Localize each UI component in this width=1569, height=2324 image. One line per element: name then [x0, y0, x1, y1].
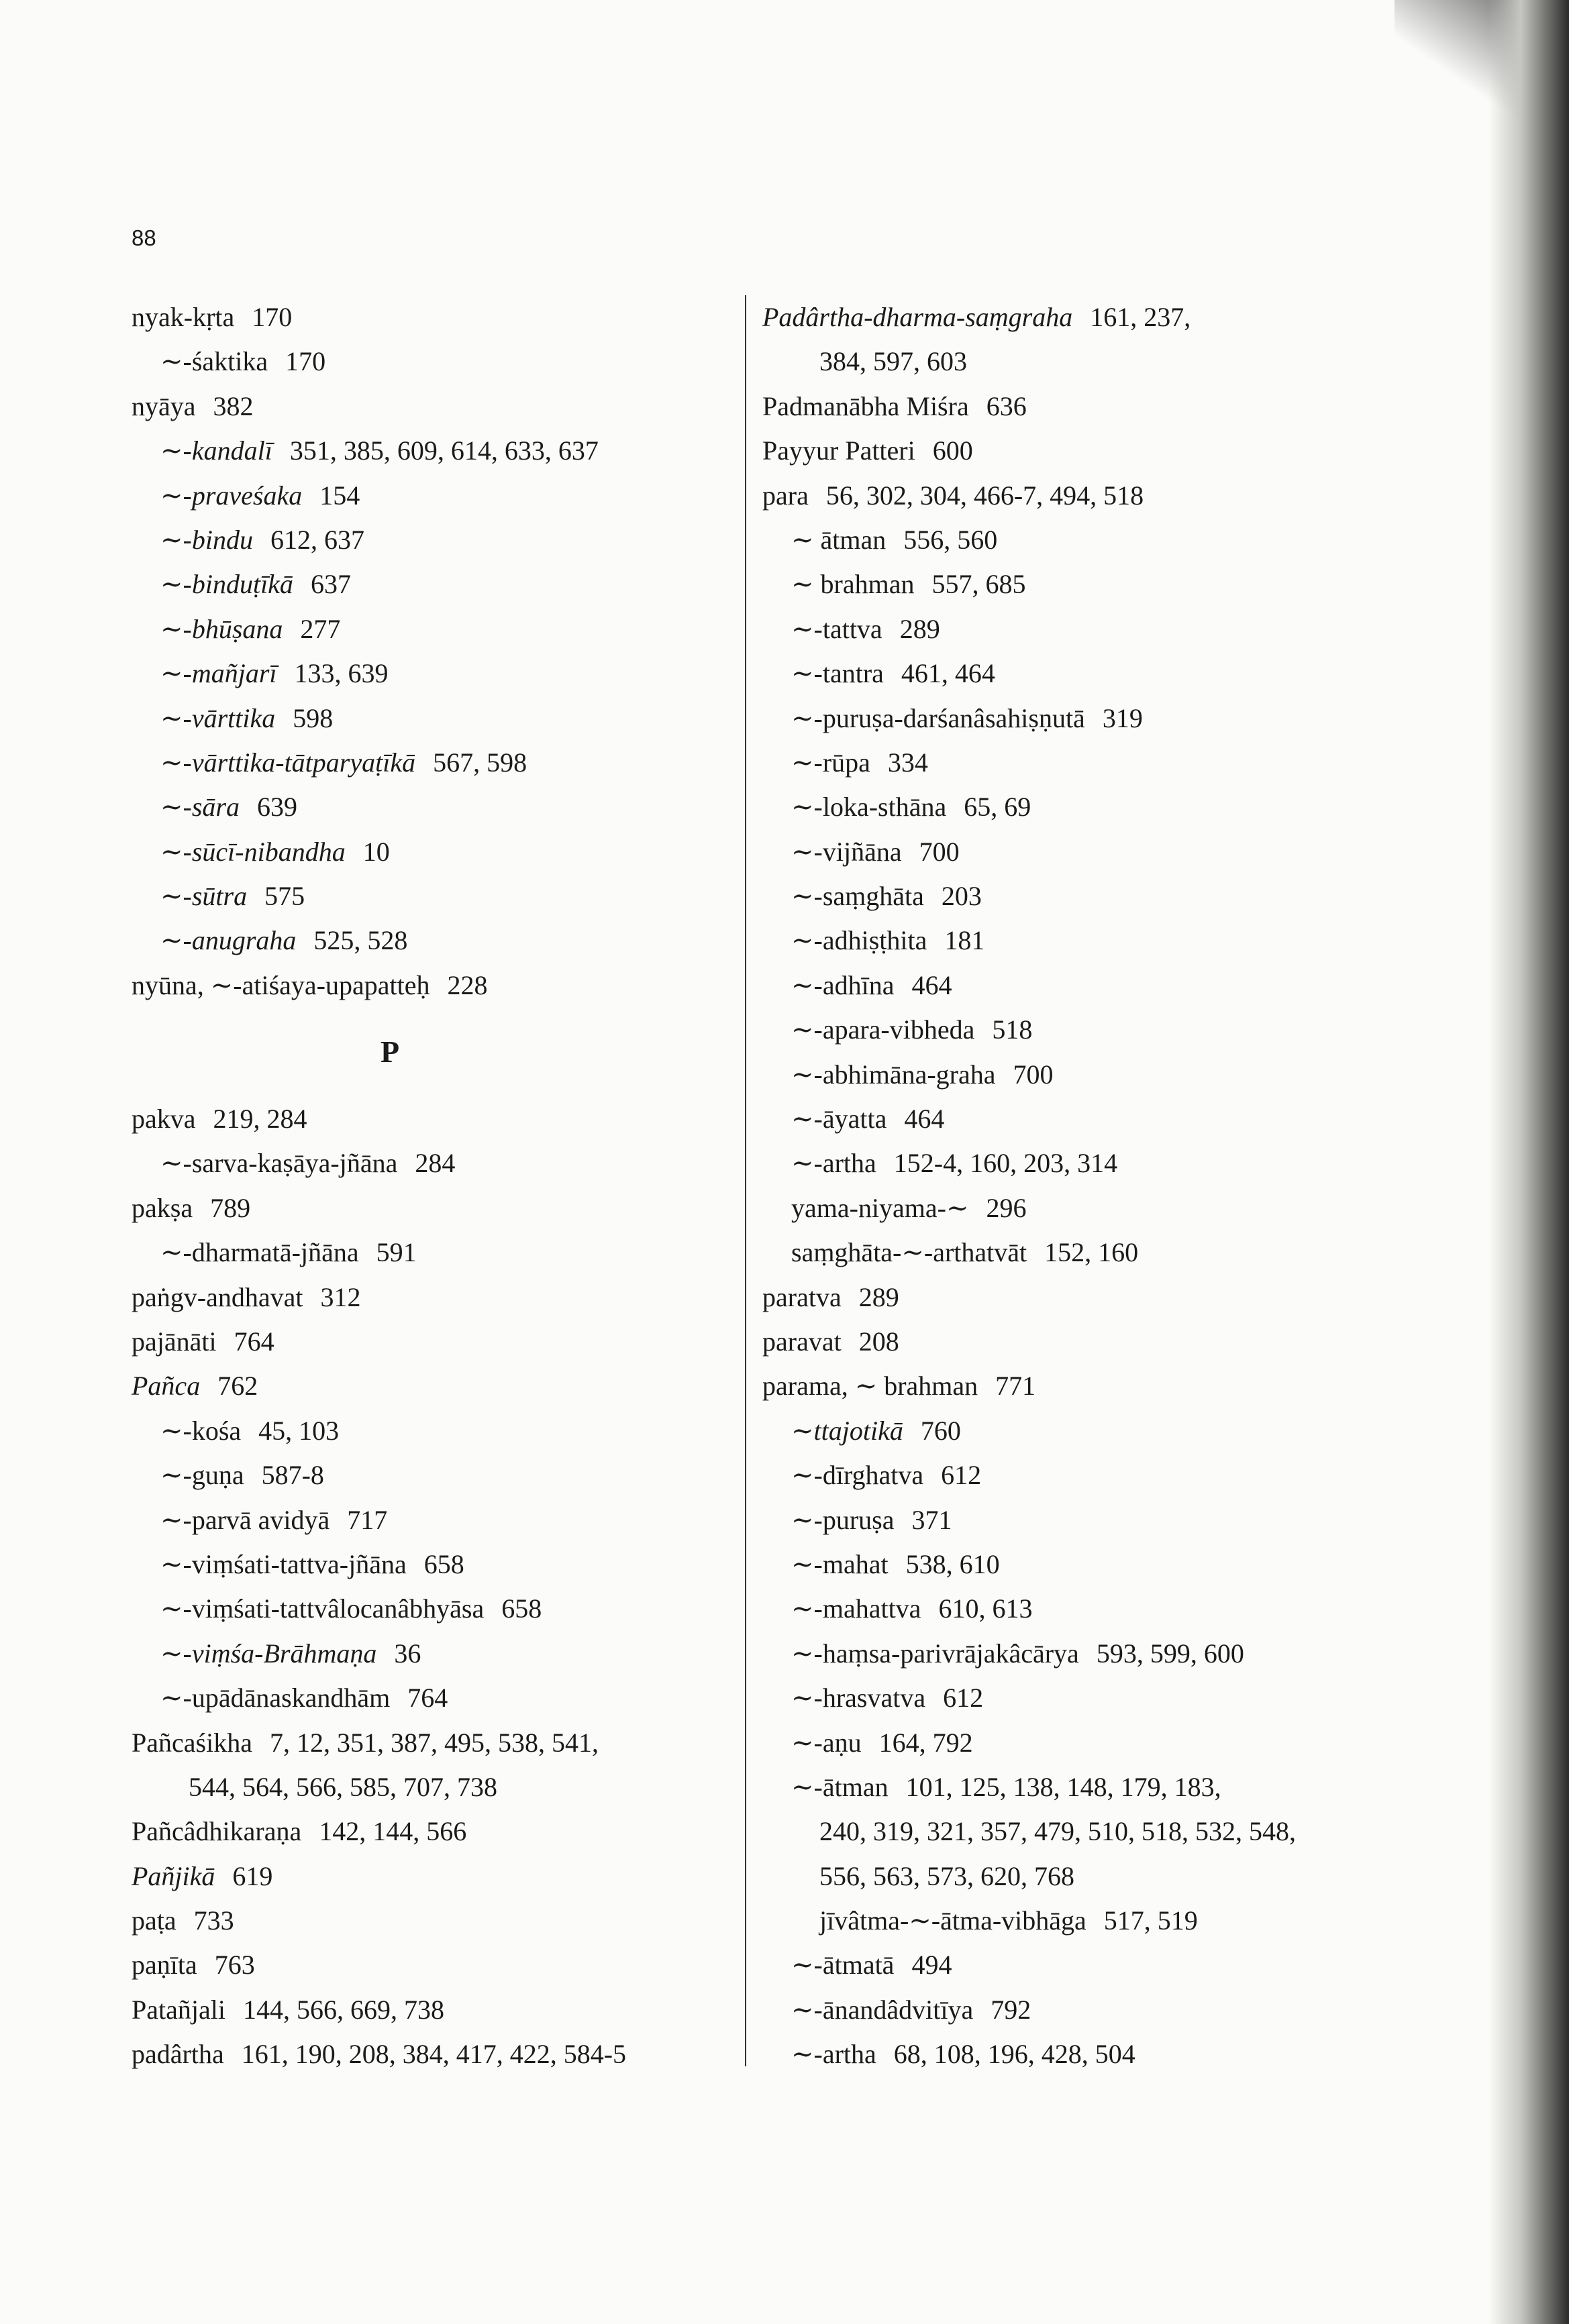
page-refs: 792 [991, 1994, 1031, 2025]
index-term: ∼-kandalī [160, 435, 272, 466]
index-entry [132, 963, 736, 1008]
page-refs: 538, 610 [905, 1548, 1000, 1579]
page-refs: 567, 598 [433, 747, 527, 778]
page-refs: 208 [858, 1326, 899, 1357]
index-entry [762, 1409, 1366, 1453]
index-term: ∼-vijñāna [791, 836, 902, 867]
index-term: pakṣa [132, 1192, 193, 1223]
index-entry [762, 785, 1366, 829]
index-term: ∼-puruṣa [791, 1504, 895, 1535]
page-refs: 219, 284 [213, 1104, 307, 1134]
page-refs: 240, 319, 321, 357, 479, 510, 518, 532, 548, [819, 1816, 1296, 1847]
index-entry [132, 1988, 736, 2032]
page-refs: 181 [944, 925, 985, 956]
page-refs: 142, 144, 566 [319, 1816, 467, 1847]
page-refs: 382 [213, 390, 254, 421]
index-term: ∼-ātman [791, 1771, 889, 1802]
index-term: Pañjikā [132, 1860, 215, 1891]
page-refs: 284 [415, 1148, 456, 1179]
index-term: Patañjali [132, 1994, 225, 2025]
index-term: pajānāti [132, 1326, 217, 1357]
index-term: nyāya [132, 390, 196, 421]
page-refs: 764 [407, 1683, 448, 1713]
index-term: ∼-binduṭīkā [160, 569, 293, 600]
index-term: nyūna, ∼-atiśaya-upapatteḥ [132, 969, 430, 1000]
page-refs: 612 [941, 1460, 982, 1491]
index-entry [762, 1676, 1366, 1720]
index-entry [132, 1453, 736, 1497]
index-term: ∼-hrasvatva [791, 1683, 926, 1713]
page-refs: 45, 103 [258, 1415, 340, 1446]
index-term: ∼-tantra [791, 658, 884, 689]
index-term: ∼-praveśaka [160, 480, 303, 511]
index-term: paṇīta [132, 1950, 197, 1980]
index-entry [132, 562, 736, 606]
index-term: ∼-bindu [160, 524, 253, 555]
index-entry [132, 1275, 736, 1320]
page-refs: 461, 464 [901, 658, 995, 689]
index-column-left [132, 295, 736, 2077]
page-refs: 384, 597, 603 [819, 346, 967, 377]
index-term: Pañca [132, 1371, 201, 1402]
index-term: paṭa [132, 1905, 176, 1936]
index-entry [762, 918, 1366, 963]
page-refs: 639 [256, 792, 297, 823]
binding-shadow [1488, 0, 1569, 2324]
index-entry [762, 830, 1366, 874]
index-entry [132, 741, 736, 785]
index-entry [762, 1364, 1366, 1408]
index-entry [762, 429, 1366, 473]
index-entry [132, 1320, 736, 1364]
index-entry [762, 1899, 1366, 1943]
index-entry [132, 429, 736, 473]
index-term: ∼-mahattva [791, 1593, 921, 1624]
page-refs: 289 [858, 1281, 899, 1312]
index-entry [762, 741, 1366, 785]
index-term: ∼-upādānaskandhām [160, 1683, 391, 1713]
index-term: Padârtha-dharma-saṃgraha [762, 302, 1073, 332]
index-entry [762, 1275, 1366, 1320]
index-term: paṅgv-andhavat [132, 1281, 303, 1312]
page-refs: 464 [911, 969, 952, 1000]
page-number: 88 [132, 225, 156, 250]
index-term: parama, ∼ brahman [762, 1371, 978, 1402]
page-refs: 203 [941, 881, 982, 912]
index-entry [762, 1097, 1366, 1141]
index-term: ∼-apara-vibheda [791, 1014, 975, 1045]
index-term: paravat [762, 1326, 842, 1357]
index-term: ∼-ānandâdvitīya [791, 1994, 974, 2025]
index-term: ∼-tattva [791, 613, 882, 644]
index-term: ∼-sarva-kaṣāya-jñāna [160, 1148, 398, 1179]
index-entry [762, 1765, 1366, 1809]
index-term: ∼-viṃśati-tattva-jñāna [160, 1548, 407, 1579]
index-entry [762, 1008, 1366, 1052]
index-entry [132, 1765, 736, 1809]
page-refs: 600 [932, 435, 973, 466]
index-entry [762, 1320, 1366, 1364]
index-entry [132, 1364, 736, 1408]
letter-heading: P [380, 1035, 400, 1069]
page-refs: 556, 563, 573, 620, 768 [819, 1860, 1074, 1891]
page-refs: 319 [1102, 702, 1143, 733]
page-refs: 610, 613 [938, 1593, 1033, 1624]
page-refs: 700 [919, 836, 960, 867]
index-entry [132, 1230, 736, 1275]
page-refs: 133, 639 [294, 658, 389, 689]
page-refs: 144, 566, 669, 738 [242, 1994, 444, 2025]
index-entry [132, 295, 736, 339]
index-term: paratva [762, 1281, 842, 1312]
page-refs: 575 [264, 881, 305, 912]
index-entry [132, 1097, 736, 1141]
index-term: ∼-haṃsa-parivrājakâcārya [791, 1638, 1079, 1669]
page-refs: 371 [911, 1504, 952, 1535]
page-refs: 296 [986, 1192, 1027, 1223]
index-entry [132, 607, 736, 651]
index-entry [762, 874, 1366, 918]
page-refs: 764 [234, 1326, 274, 1357]
index-entry [132, 830, 736, 874]
page-refs: 525, 528 [313, 925, 408, 956]
index-entry [132, 339, 736, 384]
index-term: yama-niyama-∼ [791, 1192, 969, 1223]
index-term: ∼-loka-sthāna [791, 792, 947, 823]
page-refs: 7, 12, 351, 387, 495, 538, 541, [269, 1727, 599, 1758]
page-refs: 36 [394, 1638, 421, 1669]
page-refs: 619 [232, 1860, 273, 1891]
index-term: ∼ brahman [791, 569, 915, 600]
index-term: ∼-sāra [160, 792, 240, 823]
page-refs: 68, 108, 196, 428, 504 [893, 2039, 1135, 2070]
index-entry [132, 785, 736, 829]
page-refs: 170 [285, 346, 326, 377]
page-refs: 10 [362, 836, 390, 867]
index-column-right [762, 295, 1366, 2077]
page-refs: 593, 599, 600 [1096, 1638, 1244, 1669]
page-refs: 789 [210, 1192, 251, 1223]
index-term: ∼-abhimāna-graha [791, 1059, 996, 1090]
index-entry [132, 1409, 736, 1453]
index-term: jīvâtma-∼-ātma-vibhāga [819, 1905, 1086, 1936]
index-term: ∼-sūcī-nibandha [160, 836, 346, 867]
index-entry [762, 2032, 1366, 2076]
page-refs: 762 [217, 1371, 258, 1402]
index-term: ∼-bhūṣana [160, 613, 283, 644]
page-refs: 556, 560 [903, 524, 998, 555]
index-entry [132, 1809, 736, 1854]
page-refs: 170 [252, 302, 293, 332]
page-refs: 598 [293, 702, 334, 733]
index-entry [762, 696, 1366, 741]
index-term: ∼ ātman [791, 524, 887, 555]
index-term: Payyur Patteri [762, 435, 915, 466]
page-refs: 763 [214, 1950, 255, 1980]
index-entry [132, 384, 736, 429]
index-entry [132, 1587, 736, 1631]
index-term: ∼-viṃśati-tattvâlocanâbhyāsa [160, 1593, 485, 1624]
index-entry [762, 384, 1366, 429]
index-entry [762, 1854, 1366, 1899]
index-entry [762, 1721, 1366, 1765]
page-refs: 228 [447, 969, 488, 1000]
index-entry [762, 1542, 1366, 1587]
page-refs: 164, 792 [878, 1727, 973, 1758]
index-entry [762, 295, 1366, 339]
index-term: ∼-dīrghatva [791, 1460, 924, 1491]
index-term: ∼-parvā avidyā [160, 1504, 330, 1535]
page-refs: 760 [920, 1415, 961, 1446]
page-refs: 334 [887, 747, 928, 778]
index-term: ∼-artha [791, 2039, 876, 2070]
page-refs: 612 [943, 1683, 984, 1713]
index-term: ∼-mahat [791, 1548, 889, 1579]
index-term: ∼-adhīna [791, 969, 895, 1000]
page-refs: 612, 637 [270, 524, 364, 555]
page-refs: 101, 125, 138, 148, 179, 183, [905, 1771, 1221, 1802]
index-term: ∼-guṇa [160, 1460, 244, 1491]
index-entry [762, 1186, 1366, 1230]
index-term: ∼ttajotikā [791, 1415, 903, 1446]
page-refs: 637 [310, 569, 351, 600]
index-term: ∼-kośa [160, 1415, 242, 1446]
index-term: ∼-rūpa [791, 747, 870, 778]
index-term: ∼-sūtra [160, 881, 248, 912]
page-refs: 161, 190, 208, 384, 417, 422, 584-5 [241, 2039, 627, 2070]
page-refs: 277 [300, 613, 341, 644]
index-term: Pañcâdhikaraṇa [132, 1816, 302, 1847]
index-term: ∼-adhiṣṭhita [791, 925, 927, 956]
index-entry [132, 518, 736, 562]
page-refs: 771 [995, 1371, 1036, 1402]
index-term: ∼-viṃśa-Brāhmaṇa [160, 1638, 377, 1669]
index-term: nyak-kṛta [132, 302, 235, 332]
index-entry [132, 1676, 736, 1720]
index-entry [132, 874, 736, 918]
index-entry [762, 1230, 1366, 1275]
index-entry [132, 1632, 736, 1676]
index-entry [762, 1988, 1366, 2032]
index-entry [762, 1141, 1366, 1185]
index-entry [132, 1186, 736, 1230]
index-entry [762, 1453, 1366, 1497]
index-term: padârtha [132, 2039, 224, 2070]
index-term: ∼-saṃghāta [791, 881, 924, 912]
index-term: ∼-ātmatā [791, 1950, 895, 1980]
index-entry [762, 562, 1366, 606]
page-refs: 557, 685 [931, 569, 1026, 600]
page-refs: 161, 237, [1090, 302, 1191, 332]
index-entry [132, 1141, 736, 1185]
page-refs: 717 [347, 1504, 388, 1535]
index-entry [762, 1809, 1366, 1854]
index-term: ∼-vārttika-tātparyaṭīkā [160, 747, 416, 778]
index-entry [132, 918, 736, 963]
page-refs: 700 [1013, 1059, 1054, 1090]
index-entry [762, 518, 1366, 562]
column-divider [745, 295, 746, 2066]
page-refs: 733 [193, 1905, 234, 1936]
index-term: Pañcaśikha [132, 1727, 252, 1758]
index-entry [762, 651, 1366, 696]
page-refs: 351, 385, 609, 614, 633, 637 [289, 435, 599, 466]
index-term: ∼-artha [791, 1148, 876, 1179]
page-refs: 289 [899, 613, 940, 644]
index-entry [762, 474, 1366, 518]
index-term: ∼-dharmatā-jñāna [160, 1237, 359, 1268]
page-refs: 152, 160 [1044, 1237, 1139, 1268]
index-entry [132, 474, 736, 518]
page-refs: 658 [501, 1593, 542, 1624]
index-entry [132, 1498, 736, 1542]
index-entry [762, 1053, 1366, 1097]
index-entry [762, 1498, 1366, 1542]
index-term: para [762, 480, 809, 511]
page-refs: 517, 519 [1103, 1905, 1198, 1936]
page-refs: 587-8 [261, 1460, 324, 1491]
page-refs: 658 [423, 1548, 464, 1579]
page-refs: 65, 69 [964, 792, 1031, 823]
index-entry [762, 1632, 1366, 1676]
index-term: ∼-śaktika [160, 346, 268, 377]
index-entry [132, 1854, 736, 1899]
index-entry [762, 963, 1366, 1008]
index-entry [132, 1943, 736, 1987]
index-entry [132, 1542, 736, 1587]
index-term: ∼-mañjarī [160, 658, 277, 689]
index-entry [132, 2032, 736, 2076]
page-refs: 494 [911, 1950, 952, 1980]
page-refs: 464 [904, 1104, 945, 1134]
index-entry [762, 607, 1366, 651]
page-refs: 154 [319, 480, 360, 511]
page-refs: 544, 564, 566, 585, 707, 738 [189, 1771, 497, 1802]
index-term: ∼-vārttika [160, 702, 276, 733]
index-term: ∼-anugraha [160, 925, 297, 956]
index-term: ∼-puruṣa-darśanâsahiṣṇutā [791, 702, 1085, 733]
index-entry [132, 696, 736, 741]
index-term: Padmanābha Miśra [762, 390, 969, 421]
page-refs: 152-4, 160, 203, 314 [893, 1148, 1118, 1179]
page-refs: 591 [376, 1237, 417, 1268]
page-refs: 312 [320, 1281, 361, 1312]
index-entry [132, 651, 736, 696]
page-refs: 636 [986, 390, 1027, 421]
page-refs: 518 [992, 1014, 1033, 1045]
index-entry [132, 1721, 736, 1765]
index-term: ∼-aṇu [791, 1727, 862, 1758]
index-term: pakva [132, 1104, 196, 1134]
index-term: saṃghāta-∼-arthatvāt [791, 1237, 1027, 1268]
index-entry [762, 1943, 1366, 1987]
index-entry [762, 1587, 1366, 1631]
index-entry [762, 339, 1366, 384]
index-term: ∼-āyatta [791, 1104, 887, 1134]
page-refs: 56, 302, 304, 466-7, 494, 518 [825, 480, 1144, 511]
index-entry [132, 1899, 736, 1943]
